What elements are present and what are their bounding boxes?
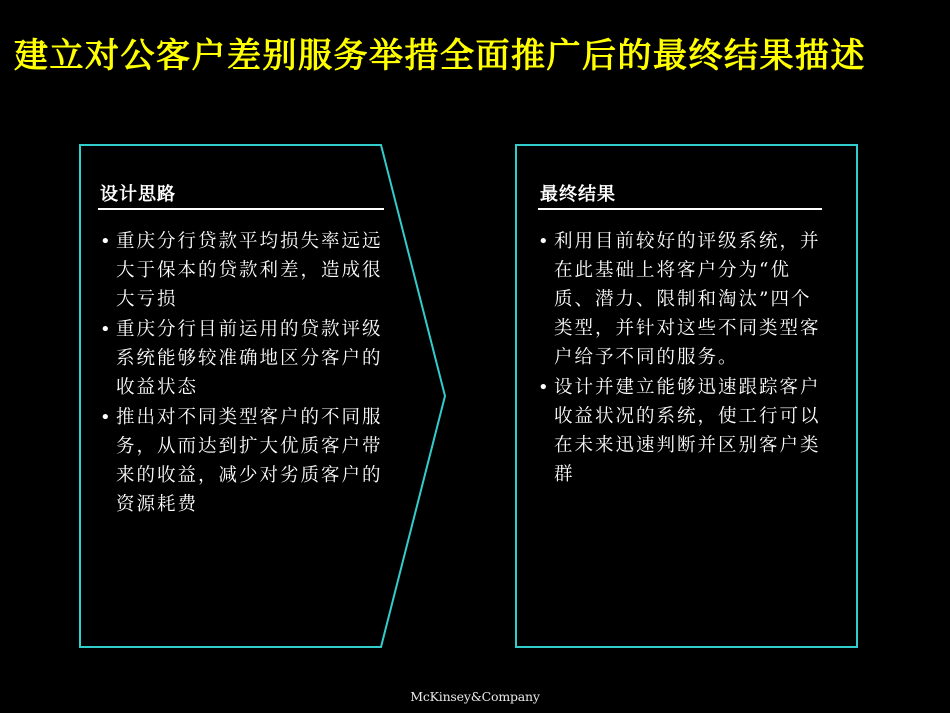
- bullet-text: 重庆分行目前运用的贷款评级系统能够较准确地区分客户的收益状态: [116, 319, 383, 398]
- design-ideas-heading: 设计思路: [100, 184, 176, 205]
- list-item: [538, 227, 824, 372]
- final-results-heading-rule: [538, 208, 822, 210]
- final-results-heading: 最终结果: [540, 184, 616, 205]
- bullet-text: 推出对不同类型客户的不同服务，从而达到扩大优质客户带来的收益，减少对劣质客户的资源耗费: [116, 407, 383, 515]
- slide-title: 建立对公客户差别服务举措全面推广后的最终结果描述: [14, 36, 866, 76]
- final-results-bullet-list: [538, 227, 824, 490]
- design-ideas-heading-rule: [98, 208, 384, 210]
- bullet-text: 利用目前较好的评级系统，并在此基础上将客户分为“优质、潜力、限制和淘汰”四个类型，并针对这些不同类型客户给予不同的服务。: [554, 231, 821, 368]
- bullet-icon: •: [100, 407, 113, 428]
- bullet-icon: •: [538, 377, 551, 398]
- list-item: [100, 403, 386, 519]
- list-item: [100, 315, 386, 402]
- list-item: [100, 227, 386, 314]
- mckinsey-logo: McKinsey&Company: [410, 689, 540, 704]
- bullet-text: 重庆分行贷款平均损失率远远大于保本的贷款利差，造成很大亏损: [116, 231, 383, 310]
- bullet-icon: •: [100, 231, 113, 252]
- list-item: [538, 373, 824, 489]
- bullet-icon: •: [100, 319, 113, 340]
- bullet-text: 设计并建立能够迅速跟踪客户收益状况的系统，使工行可以在未来迅速判断并区别客户类群: [554, 377, 821, 485]
- design-ideas-bullet-list: [100, 227, 386, 520]
- bullet-icon: •: [538, 231, 551, 252]
